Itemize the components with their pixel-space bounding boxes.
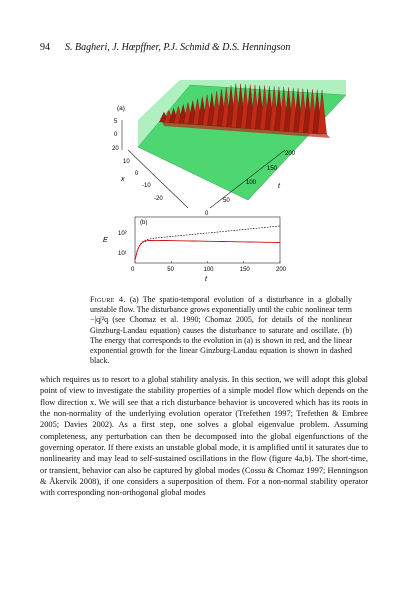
z-tick-label: 5 [114, 119, 118, 125]
x-tick-label: -10 [142, 183, 151, 189]
y-axis-label: E [103, 237, 108, 244]
panel-b-label: (b) [140, 220, 148, 226]
body-text [40, 374, 368, 499]
x-tick-label: 150 [239, 267, 250, 273]
linear-growth-curve [135, 226, 280, 260]
running-head: S. Bagheri, J. Hœpffner, P.J. Schmid & D.S. Henningson [65, 42, 291, 53]
z-tick-label: 0 [114, 132, 118, 138]
t-tick-label: 200 [285, 151, 296, 157]
x-tick-label: 100 [203, 267, 214, 273]
x-tick-label: 0 [135, 171, 139, 177]
energy-curve [135, 240, 280, 260]
caption-text: (a) The spatio-temporal evolution of a disturbance in a globally unstable flow. The disturbance grows exponentially until the cubic nonlinear term −|q|²q (see Chomaz et al. 1990; Chomaz 2005, for details of the nonlinear Ginzburg-Landau equation) causes the disturbance to saturate and oscillate. (b) The energy that corresponds to the evolution in (a) is shown in red, and the linear exponential growth for the linear Ginzburg-Landau equation is shown in dashed black. [90, 295, 353, 366]
body-paragraph: which requires us to resort to a global stability analysis. In this section, we will adopt this global point of view to investigate the stability properties of a simple model flow which depends on the flow direction x. We will see that a rich disturbance behavior is uncovered which has its roots in the non-normality of the underlying evolution operator (Trefethen 1997; Trefethen & Embree 2005; Davies 2002). As a first step, one solves a global eigenvalue problem. Assuming completeness, any perturbation can then be decomposed into the global eigenfunctions of the governing operator. If there exists an unstable global mode, it is amplified until it saturates due to nonlinearity and may lead to self-sustained oscillations in the flow (figure 4a,b). The short-time, or transient, behavior can also be captured by global modes (Cossu & Chomaz 1997; Henningson & Åkervik 2008), if one considers a superposition of them. For a non-normal stability operator with corresponding non-orthogonal global modes [40, 375, 368, 498]
panel-a-label: (a) [117, 105, 125, 112]
t-axis-label: t [278, 183, 280, 190]
t-tick-label: 50 [223, 198, 230, 204]
x-axis-label: t [205, 276, 207, 283]
x-tick-label: 0 [131, 267, 135, 273]
page-number: 94 [40, 42, 50, 53]
x-tick-label: 200 [276, 267, 287, 273]
figure-panel-b [100, 211, 300, 283]
y-tick-label: 10² [118, 231, 127, 237]
t-tick-label: 0 [205, 211, 209, 215]
caption-label: Figure 4. [90, 295, 126, 304]
x-axis-label: x [121, 176, 125, 183]
x-tick-label: 50 [167, 267, 174, 273]
t-tick-label: 100 [246, 180, 257, 186]
x-tick-label: 10 [123, 159, 130, 165]
t-tick-label: 150 [267, 166, 278, 172]
figure-panel-a [60, 80, 350, 215]
x-tick-label: -20 [154, 196, 163, 202]
y-tick-label: 10¹ [118, 251, 127, 257]
x-tick-label: 20 [112, 146, 119, 152]
figure-caption [90, 295, 352, 366]
